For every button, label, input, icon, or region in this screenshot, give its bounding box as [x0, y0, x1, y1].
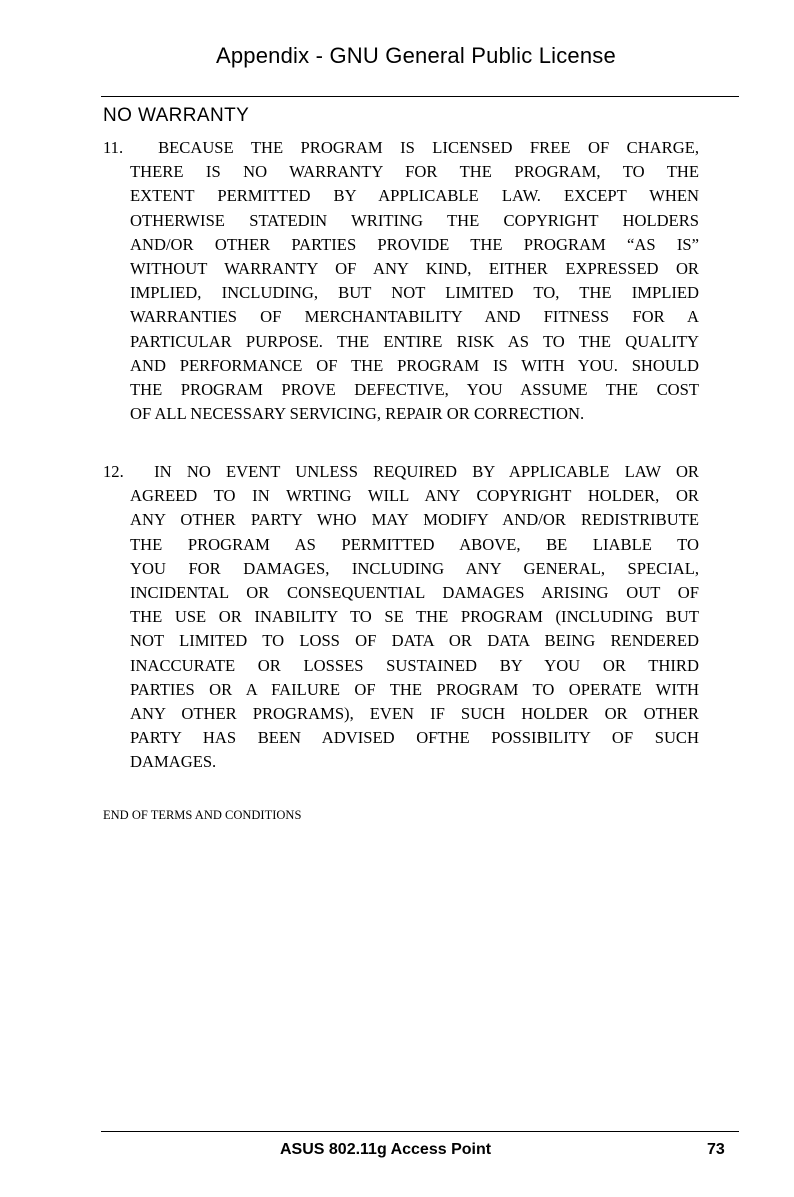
clause-line: ANY OTHER PARTY WHO MAY MODIFY AND/OR REDISTRIBUTE: [130, 510, 699, 530]
clause-line: THE PROGRAM AS PERMITTED ABOVE, BE LIABLE TO: [130, 534, 699, 554]
clause-line: PARTIES OR A FAILURE OF THE PROGRAM TO OPERATE WITH: [130, 679, 699, 699]
clause-line: NOT LIMITED TO LOSS OF DATA OR DATA BEING RENDERED: [130, 631, 699, 651]
clause-line: AND PERFORMANCE OF THE PROGRAM IS WITH YOU. SHOULD: [130, 355, 699, 375]
clause-line: PARTY HAS BEEN ADVISED OFTHE POSSIBILITY OF SUCH: [130, 728, 699, 748]
clause-line: THE USE OR INABILITY TO SE THE PROGRAM (INCLUDING BUT: [130, 607, 699, 627]
footer-title: ASUS 802.11g Access Point: [280, 1141, 492, 1158]
clause-line: IMPLIED, INCLUDING, BUT NOT LIMITED TO, THE IMPLIED: [130, 283, 699, 303]
clause-number: 11.: [103, 138, 124, 157]
clause-text: IN NO EVENT UNLESS REQUIRED BY APPLICABLE LAW OR: [154, 462, 700, 481]
section-heading: NO WARRANTY: [103, 105, 250, 126]
clause-text: BECAUSE THE PROGRAM IS LICENSED FREE OF CHARGE,: [158, 138, 699, 157]
clause-line: [103, 136, 699, 160]
clause-line: YOU FOR DAMAGES, INCLUDING ANY GENERAL, SPECIAL,: [130, 558, 699, 578]
clause-line: WARRANTIES OF MERCHANTABILITY AND FITNESS FOR A: [130, 307, 699, 327]
clause-line: AGREED TO IN WRTING WILL ANY COPYRIGHT HOLDER, OR: [130, 486, 699, 506]
clause-line: OF ALL NECESSARY SERVICING, REPAIR OR CORRECTION.: [130, 404, 585, 424]
page-number: 73: [707, 1141, 725, 1158]
clause-line: ANY OTHER PROGRAMS), EVEN IF SUCH HOLDER OR OTHER: [130, 704, 699, 724]
clause-line: AND/OR OTHER PARTIES PROVIDE THE PROGRAM “AS IS”: [130, 234, 699, 254]
footer-divider: [101, 1131, 739, 1132]
clause-line: OTHERWISE STATEDIN WRITING THE COPYRIGHT HOLDERS: [130, 210, 699, 230]
clause-line: PARTICULAR PURPOSE. THE ENTIRE RISK AS TO THE QUALITY: [130, 331, 699, 351]
header-divider: [101, 96, 739, 97]
clause-line: EXTENT PERMITTED BY APPLICABLE LAW. EXCEPT WHEN: [130, 186, 699, 206]
clause-line: INCIDENTAL OR CONSEQUENTIAL DAMAGES ARISING OUT OF: [130, 583, 699, 603]
page-header-title: Appendix - GNU General Public License: [216, 43, 616, 68]
clause-line: THE PROGRAM PROVE DEFECTIVE, YOU ASSUME THE COST: [130, 380, 699, 400]
clause-line: WITHOUT WARRANTY OF ANY KIND, EITHER EXPRESSED OR: [130, 259, 699, 279]
clause-12: [103, 460, 699, 775]
clause-line: [103, 460, 699, 484]
clause-line: DAMAGES.: [130, 752, 217, 772]
clause-number: 12.: [103, 462, 124, 481]
end-of-terms: END OF TERMS AND CONDITIONS: [103, 808, 302, 822]
clause-line: INACCURATE OR LOSSES SUSTAINED BY YOU OR THIRD: [130, 655, 699, 675]
clause-11: [103, 136, 699, 426]
clause-line: THERE IS NO WARRANTY FOR THE PROGRAM, TO THE: [130, 162, 699, 182]
